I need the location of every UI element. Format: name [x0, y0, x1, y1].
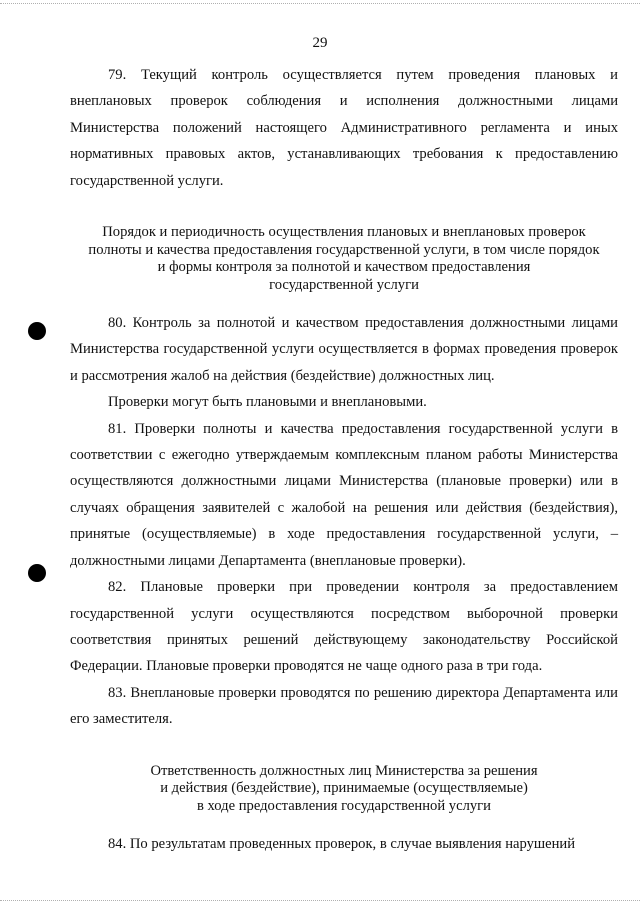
page-number: 29	[312, 35, 328, 51]
paragraph-84: 84. По результатам проведенных проверок, в случае выявления нарушений	[108, 836, 576, 853]
section-heading-control-procedure	[70, 224, 618, 294]
heading-line: государственной услуги	[269, 276, 419, 293]
heading-line: Порядок и периодичность осуществления плановых и внеплановых проверок	[102, 224, 586, 241]
scan-bottom-edge	[0, 900, 640, 901]
heading-line: и формы контроля за полнотой и качеством предоставления	[157, 259, 531, 276]
paragraph-80-continuation: Проверки могут быть плановыми и внеплановыми.	[108, 394, 427, 411]
heading-line: Ответственность должностных лиц Министерства за решения	[150, 762, 538, 779]
heading-line: в ходе предоставления государственной услуги	[197, 797, 491, 814]
heading-line: полноты и качества предоставления государственной услуги, в том числе порядок	[88, 241, 600, 258]
binder-hole-mark	[28, 564, 46, 582]
paragraph-81: 81. Проверки полноты и качества предоставления государственной услуги в соответствии с ежегодно утверждаемым комплексным планом работы Министерства осуществляются должностными лицами Министерства (плановые проверки) или в случаях обращения заявителей с жалобой на решения или действия (бездействия), принятые (осуществляемые) в ходе предоставления государственной услуги, – должностными лицами Департамента (внеплановые проверки).	[70, 420, 618, 569]
paragraph-79: 79. Текущий контроль осуществляется путем проведения плановых и внеплановых проверок соблюдения и исполнения должностными лицами Министерства положений настоящего Административного регламента и иных нормативных правовых актов, устанавливающих требования к предоставлению государственной услуги.	[70, 67, 618, 189]
document-body	[70, 62, 618, 857]
scan-top-edge	[0, 3, 640, 4]
binder-hole-mark	[28, 322, 46, 340]
section-heading-responsibility	[70, 763, 618, 816]
paragraph-82: 82. Плановые проверки при проведении контроля за предоставлением государственной услуги осуществляются посредством выборочной проверки соответствия принятых решений действующему законодательству Российской Федерации. Плановые проверки проводятся не чаще одного раза в три года.	[70, 579, 618, 675]
paragraph-83: 83. Внеплановые проверки проводятся по решению директора Департамента или его заместителя.	[70, 684, 618, 728]
paragraph-80: 80. Контроль за полнотой и качеством предоставления должностными лицами Министерства государственной услуги осуществляется в формах проведения проверок и рассмотрения жалоб на действия (бездействие) должностных лиц.	[70, 315, 618, 384]
heading-line: и действия (бездействие), принимаемые (осуществляемые)	[160, 780, 528, 797]
